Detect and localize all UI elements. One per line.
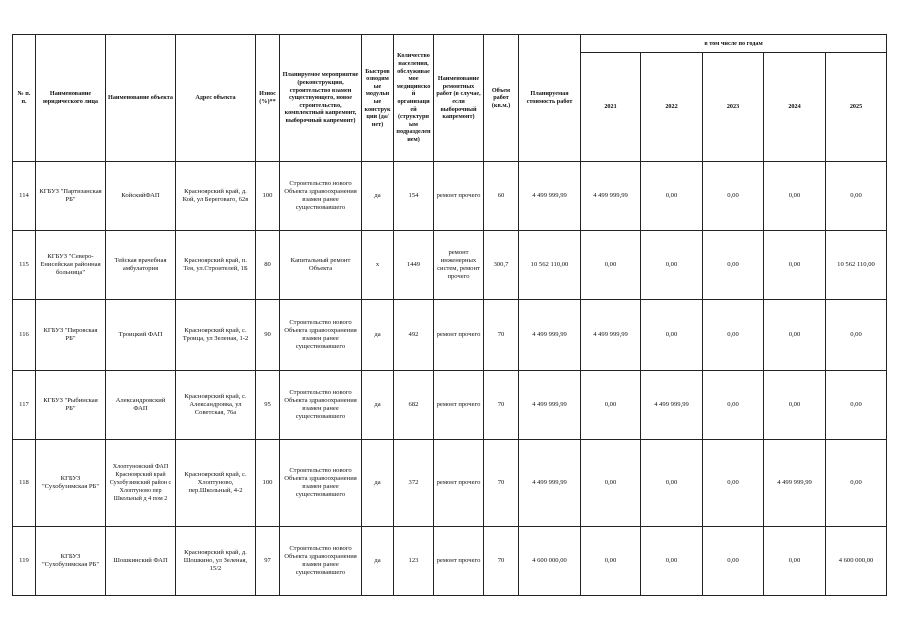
cell-2021: 4 499 999,99 xyxy=(581,300,641,371)
cell-population: 682 xyxy=(394,371,434,440)
cell-population: 492 xyxy=(394,300,434,371)
cell-2023: 0,00 xyxy=(703,371,764,440)
cell-planned-event: Строительство нового Объекта здравоохранения взамен ранее существовавшего xyxy=(280,371,362,440)
cell-planned-cost: 4 499 999,99 xyxy=(519,300,581,371)
cell-2022: 0,00 xyxy=(641,527,703,596)
cell-object-name: Троицкий ФАП xyxy=(106,300,176,371)
cell-2022: 0,00 xyxy=(641,300,703,371)
cell-2022: 4 499 999,99 xyxy=(641,371,703,440)
table-row xyxy=(13,231,887,300)
cell-legal-entity: КГБУЗ "Пировская РБ" xyxy=(36,300,106,371)
cell-wear: 100 xyxy=(256,440,280,527)
cell-modular: да xyxy=(362,527,394,596)
cell-legal-entity: КГБУЗ "Северо-Енисейская районная больница" xyxy=(36,231,106,300)
cell-repair-works: ремонт прочего xyxy=(434,527,484,596)
cell-planned-event: Строительство нового Объекта здравоохранения взамен ранее существовавшего xyxy=(280,162,362,231)
cell-population: 372 xyxy=(394,440,434,527)
cell-2023: 0,00 xyxy=(703,162,764,231)
cell-planned-event: Строительство нового Объекта здравоохранения взамен ранее существовавшего xyxy=(280,300,362,371)
cell-population: 154 xyxy=(394,162,434,231)
cell-address: Красноярский край, д. Шошкино, ул Зеленая, 15/2 xyxy=(176,527,256,596)
cell-repair-works: ремонт прочего xyxy=(434,300,484,371)
cell-address: Красноярский край, с. Хлоптуново, пер.Школьный, 4-2 xyxy=(176,440,256,527)
cell-2025: 0,00 xyxy=(826,162,887,231)
cell-2022: 0,00 xyxy=(641,162,703,231)
cell-address: Красноярский край, с. Александровка, ул Советская, 76а xyxy=(176,371,256,440)
cell-2021: 0,00 xyxy=(581,231,641,300)
cell-2022: 0,00 xyxy=(641,231,703,300)
cell-2024: 0,00 xyxy=(764,162,826,231)
cell-wear: 95 xyxy=(256,371,280,440)
header-modular: Быстровозводимые модульные конструкции (да/нет) xyxy=(362,35,394,162)
cell-volume: 70 xyxy=(484,440,519,527)
cell-planned-cost: 10 562 110,00 xyxy=(519,231,581,300)
cell-modular: да xyxy=(362,371,394,440)
cell-2025: 4 600 000,00 xyxy=(826,527,887,596)
cell-2021: 0,00 xyxy=(581,440,641,527)
cell-2025: 0,00 xyxy=(826,440,887,527)
cell-legal-entity: КГБУЗ "Сухобузимская РБ" xyxy=(36,440,106,527)
cell-repair-works: ремонт инженерных систем, ремонт прочего xyxy=(434,231,484,300)
cell-num: 118 xyxy=(13,440,36,527)
table-row xyxy=(13,162,887,231)
table-row xyxy=(13,371,887,440)
cell-planned-cost: 4 499 999,99 xyxy=(519,162,581,231)
cell-modular: х xyxy=(362,231,394,300)
cell-planned-cost: 4 499 999,99 xyxy=(519,371,581,440)
objects-table xyxy=(12,34,887,596)
table-row xyxy=(13,440,887,527)
cell-repair-works: ремонт прочего xyxy=(434,371,484,440)
cell-2023: 0,00 xyxy=(703,440,764,527)
cell-2024: 0,00 xyxy=(764,371,826,440)
cell-repair-works: ремонт прочего xyxy=(434,440,484,527)
cell-planned-cost: 4 499 999,99 xyxy=(519,440,581,527)
cell-wear: 90 xyxy=(256,300,280,371)
cell-volume: 300,7 xyxy=(484,231,519,300)
header-wear: Износ (%)** xyxy=(256,35,280,162)
cell-address: Красноярский край, с. Троица, ул Зеленая, 1-2 xyxy=(176,300,256,371)
cell-2024: 4 499 999,99 xyxy=(764,440,826,527)
header-volume: Объем работ (кв.м.) xyxy=(484,35,519,162)
cell-num: 116 xyxy=(13,300,36,371)
cell-2024: 0,00 xyxy=(764,231,826,300)
cell-population: 1449 xyxy=(394,231,434,300)
header-population: Количество населения, обслуживаемое медицинской организацией (структурным подразделением) xyxy=(394,35,434,162)
header-repair-works: Наименование ремонтных работ (в случае, если выборочный капремонт) xyxy=(434,35,484,162)
header-num: № п. п. xyxy=(13,35,36,162)
table-row xyxy=(13,300,887,371)
header-year-2022: 2022 xyxy=(641,53,703,162)
cell-planned-cost: 4 600 000,00 xyxy=(519,527,581,596)
cell-2025: 10 562 110,00 xyxy=(826,231,887,300)
cell-planned-event: Капитальный ремонт Объекта xyxy=(280,231,362,300)
header-legal-entity: Наименование юридического лица xyxy=(36,35,106,162)
header-year-2021: 2021 xyxy=(581,53,641,162)
cell-object-name: Хлоптуновский ФАП Красноярский край Сухобузимский район с Хлоптуново пер Школьный д 4 пом 2 xyxy=(106,440,176,527)
cell-2021: 4 499 999,99 xyxy=(581,162,641,231)
header-year-2024: 2024 xyxy=(764,53,826,162)
header-planned-event: Планируемое мероприятие (реконструкция, строительство взамен существующего, новое строительство, комплектный капремонт, выборочный капремонт) xyxy=(280,35,362,162)
header-planned-cost: Планируемая стоимость работ xyxy=(519,35,581,162)
cell-population: 123 xyxy=(394,527,434,596)
cell-object-name: Тейская врачебная амбулатория xyxy=(106,231,176,300)
cell-volume: 70 xyxy=(484,527,519,596)
cell-legal-entity: КГБУЗ "Сухобузимская РБ" xyxy=(36,527,106,596)
cell-planned-event: Строительство нового Объекта здравоохранения взамен ранее существовавшего xyxy=(280,440,362,527)
cell-legal-entity: КГБУЗ "Партизанская РБ" xyxy=(36,162,106,231)
cell-2025: 0,00 xyxy=(826,371,887,440)
cell-num: 117 xyxy=(13,371,36,440)
cell-2021: 0,00 xyxy=(581,527,641,596)
cell-object-name: Шошкинский ФАП xyxy=(106,527,176,596)
header-years-group: в том числе по годам xyxy=(581,35,887,53)
cell-planned-event: Строительство нового Объекта здравоохранения взамен ранее существовавшего xyxy=(280,527,362,596)
cell-num: 114 xyxy=(13,162,36,231)
cell-2023: 0,00 xyxy=(703,231,764,300)
cell-wear: 80 xyxy=(256,231,280,300)
cell-2024: 0,00 xyxy=(764,527,826,596)
cell-modular: да xyxy=(362,440,394,527)
header-object-name: Наименование объекта xyxy=(106,35,176,162)
cell-volume: 70 xyxy=(484,300,519,371)
table-row xyxy=(13,527,887,596)
cell-modular: да xyxy=(362,300,394,371)
cell-wear: 97 xyxy=(256,527,280,596)
cell-num: 119 xyxy=(13,527,36,596)
cell-2024: 0,00 xyxy=(764,300,826,371)
cell-2023: 0,00 xyxy=(703,527,764,596)
cell-num: 115 xyxy=(13,231,36,300)
cell-2021: 0,00 xyxy=(581,371,641,440)
cell-legal-entity: КГБУЗ "Рыбинская РБ" xyxy=(36,371,106,440)
header-address: Адрес объекта xyxy=(176,35,256,162)
cell-object-name: КойскийФАП xyxy=(106,162,176,231)
cell-2023: 0,00 xyxy=(703,300,764,371)
cell-repair-works: ремонт прочего xyxy=(434,162,484,231)
header-year-2025: 2025 xyxy=(826,53,887,162)
cell-modular: да xyxy=(362,162,394,231)
cell-wear: 100 xyxy=(256,162,280,231)
cell-address: Красноярский край, п. Тея, ул.Строителей, 1Б xyxy=(176,231,256,300)
cell-volume: 70 xyxy=(484,371,519,440)
cell-2025: 0,00 xyxy=(826,300,887,371)
header-year-2023: 2023 xyxy=(703,53,764,162)
cell-object-name: Александровский ФАП xyxy=(106,371,176,440)
cell-2022: 0,00 xyxy=(641,440,703,527)
cell-volume: 60 xyxy=(484,162,519,231)
cell-address: Красноярский край, д. Кой, ул Береговаго, 62в xyxy=(176,162,256,231)
